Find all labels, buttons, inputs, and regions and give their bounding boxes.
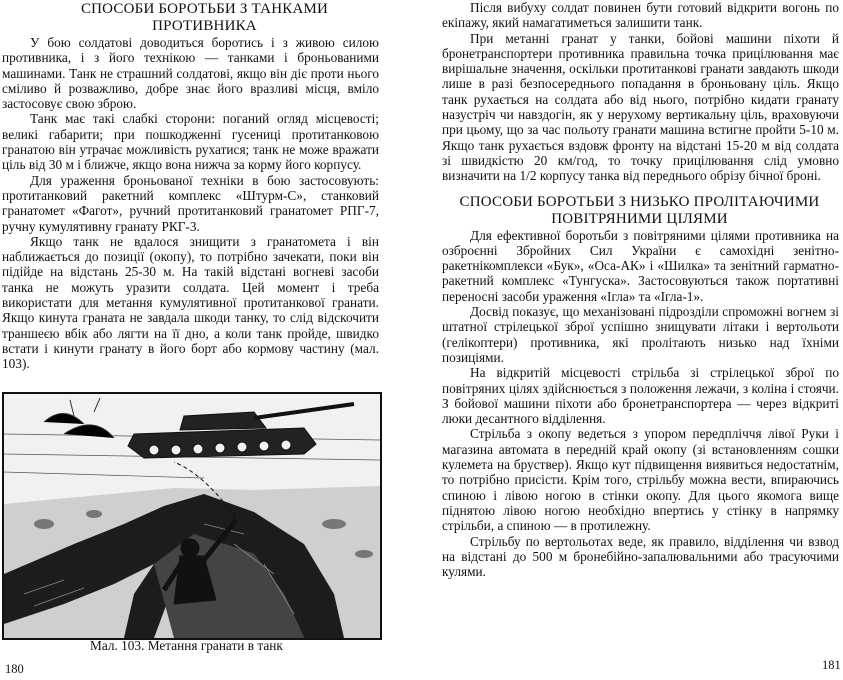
figure-grenade-throw-illustration [2,392,382,640]
paragraph: Стрільба з окопу ведеться з упором передпліччя лівої Руки і магазина автомата в передній край окопу (зі встановленням сошки кулемета на бруствер). Якщо кут підвищення виявиться недостатнім, то потрібно присісти. Крім того, стрільбу можна вести, впираючись спиною і лівою ногою в стінки окопу. Для цього якомога вище піднятою лівою ногою необхідно впертись у стінку в напрямку стрільби, а спиною — в протилежну. [442,426,839,534]
paragraph: Танк має такі слабкі сторони: поганий огляд місцевості; великі габарити; при пошкодженні гусениці протитанковою гранатою він утрачає можливість рухатися; танк не може вражати ціль від 30 м і ближче, якщо вона нижча за корму його корпусу. [2,111,379,173]
paragraph: При метанні гранат у танки, бойові машини піхоти й бронетранспортери противника правильна точка прицілювання має вирішальне значення, оскільки протитанкові гранати завдають шкоди лише в разі безпосереднього попадання в броньовану ціль. Якщо танк рухається на солдата або від нього, потрібно кидати гранату назустріч чи навздогін, як у нерухому вертикальну ціль, враховуючи при цьому, що за час польоту гранати машина встигне пройти 5-10 м. Якщо танк рухається вздовж фронту на відстані 15-20 м від солдата зі швидкістю 20 км/год, то точку прицілювання слід умовно визначити на 1/2 корпусу танка від переднього обрізу бічної броні. [442,30,839,184]
trench-tank-drawing [4,394,380,638]
right-page [442,0,843,579]
section-heading-air-targets: СПОСОБИ БОРОТЬБИ З НИЗЬКО ПРОЛІТАЮЧИМИ ПОВІТРЯНИМИ ЦІЛЯМИ [459,193,820,227]
paragraph: Після вибуху солдат повинен бути готовий відкрити вогонь по екіпажу, який намагатиметься залишити танк. [442,0,839,31]
section-heading-tanks: СПОСОБИ БОРОТЬБИ З ТАНКАМИ ПРОТИВНИКА [80,1,329,34]
page-number-left: 180 [5,662,24,676]
page-number-right: 181 [822,658,841,672]
paragraph: У бою солдатові доводиться боротись і з живою силою противника, і з його технікою — танками і броньованими машинами. Танк не страшний солдатові, якщо він діє проти нього сміливо й розважливо, добре знає його вразливі місця, вміло застосовує свою зброю. [2,35,379,112]
paragraph: Для ефективної боротьби з повітряними цілями противника на озброєнні Збройних Сил України є самохідні зенітно-ракетнікомплекси «Бук», «Оса-АК» і «Шилка» та зенітний гарматно-ракетний комплекс «Тунгуска». Застосовуються також портативні переносні засоби ураження «Ігла» та «Ігла-1». [442,227,839,304]
paragraph: Для ураження броньованої техніки в бою застосовують: протитанковий ракетний комплекс «Штурм-С», станковий гранатомет «Фагот», ручний протитанковий гранатомет РПГ-7, ручну кумулятивну гранату РКГ-3. [2,172,379,234]
paragraph: Стрільбу по вертольотах веде, як правило, відділення чи взвод на відстані до 500 м бронебійно-запалювальними або трасуючими кулями. [442,533,839,580]
left-page [0,0,385,372]
paragraph: Якщо танк не вдалося знищити з гранатомета і він наближається до позиції (окопу), то потрібно зачекати, поки він підійде на відстань 25-30 м. На такій відстані вогневі засоби танка не можуть уразити солдата. Цей момент і треба використати для метання кумулятивної протитанкової гранати. Якщо кинута граната не завдала шкоди танку, то слід відскочити траншеєю вбік або лягти на її дно, а коли танк пройде, швидко встати і кинути гранату в його борт або кормову частину (мал. 103). [2,233,379,372]
paragraph: На відкритій місцевості стрільба зі стрілецької зброї по повітряних цілях здійснюється з положення лежачи, з коліна і стоячи. З бойової машини піхоти або бронетранспортера — через відкриті люки десантного відділення. [442,365,839,427]
paragraph: Досвід показує, що механізовані підрозділи спроможні вогнем зі штатної стрілецької зброї успішно знищувати літаки і вертольоти (гелікоптери) противника, які пролітають низько над їхніми позиціями. [442,304,839,365]
figure-caption: Мал. 103. Метання гранати в танк [90,638,283,653]
